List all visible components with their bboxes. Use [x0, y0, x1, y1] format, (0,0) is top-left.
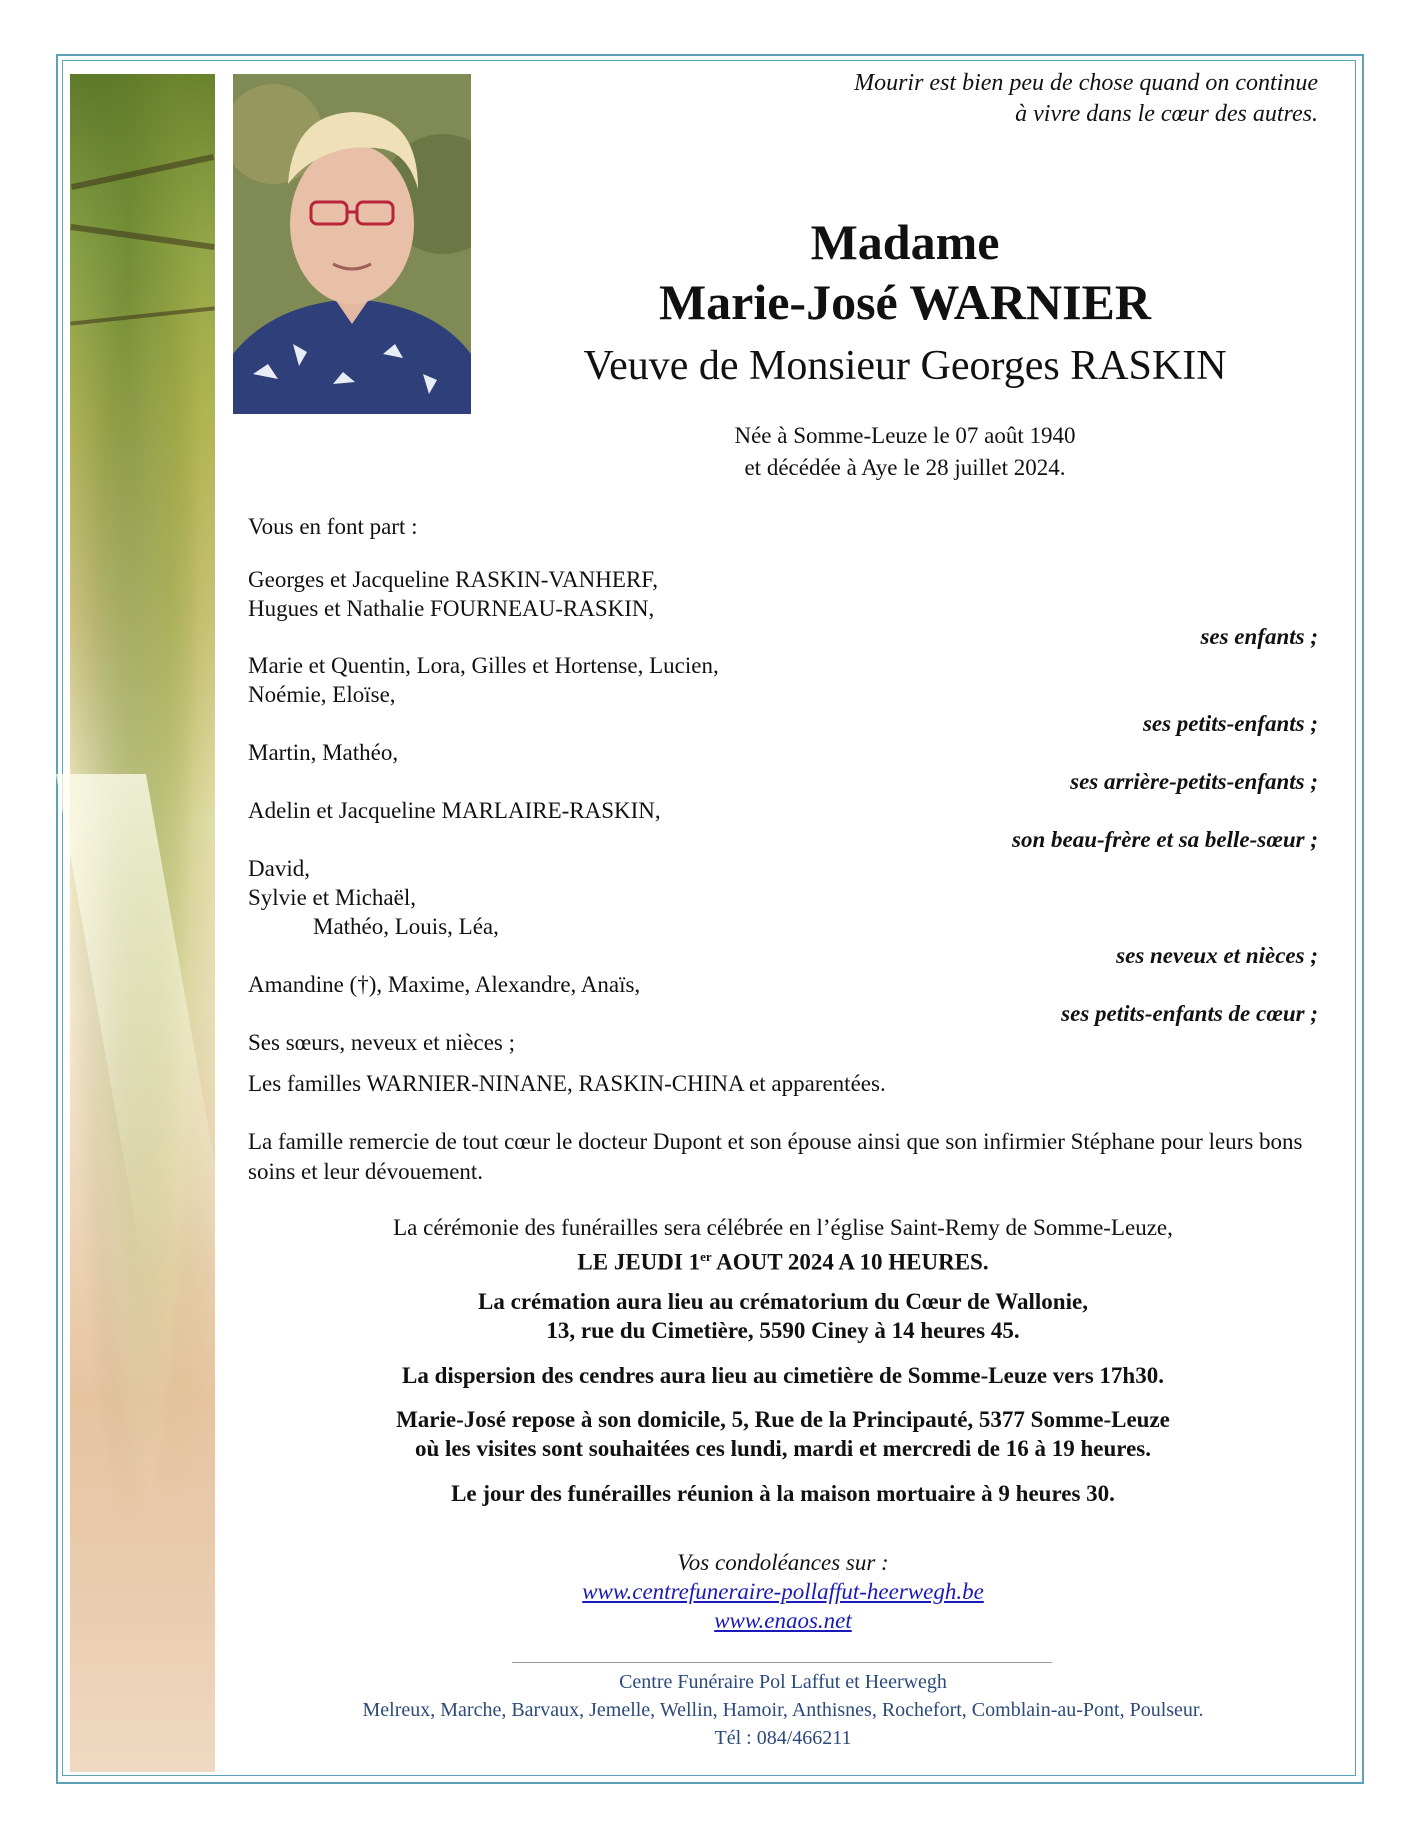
- footer-phone: Tél : 084/466211: [714, 1727, 852, 1749]
- footer-locations: Melreux, Marche, Barvaux, Jemelle, Wellin, Hamoir, Anthisnes, Rochefort, Comblain-au-Pont, Poulseur.: [362, 1699, 1204, 1721]
- ceremony-date-sup: er: [700, 1249, 712, 1264]
- grandchildren-1: Marie et Quentin, Lora, Gilles et Hortense, Lucien,: [248, 653, 719, 678]
- in-laws-label: son beau-frère et sa belle-sœur ;: [1012, 827, 1318, 852]
- dispersion-line: La dispersion des cendres aura lieu au cimetière de Somme-Leuze vers 17h30.: [402, 1363, 1164, 1388]
- forest-path-image: [70, 74, 215, 1772]
- quote-line-2: à vivre dans le cœur des autres.: [1015, 101, 1318, 127]
- footer-divider: [512, 1662, 1052, 1663]
- nephew-3: Mathéo, Louis, Léa,: [313, 914, 499, 939]
- nephew-1: David,: [248, 856, 310, 881]
- ceremony-date-suffix: AOUT 2024 A 10 HEURES.: [711, 1249, 989, 1275]
- cremation-line-1: La crémation aura lieu au crématorium du Cœur de Wallonie,: [478, 1289, 1088, 1314]
- portrait-photo: [233, 74, 471, 414]
- child-1: Georges et Jacqueline RASKIN-VANHERF,: [248, 567, 658, 592]
- grandchildren-label: ses petits-enfants ;: [1142, 711, 1318, 736]
- rests-line-2: où les visites sont souhaitées ces lundi, mardi et mercredi de 16 à 19 heures.: [415, 1436, 1151, 1461]
- nephew-2: Sylvie et Michaël,: [248, 885, 416, 910]
- in-laws: Adelin et Jacqueline MARLAIRE-RASKIN,: [248, 798, 661, 823]
- heart-grandchildren-label: ses petits-enfants de cœur ;: [1061, 1001, 1318, 1026]
- widow-of: Veuve de Monsieur Georges RASKIN: [583, 343, 1227, 389]
- rests-line-1: Marie-José repose à son domicile, 5, Rue de la Principauté, 5377 Somme-Leuze: [396, 1407, 1170, 1432]
- announce-line: Vous en font part :: [248, 514, 418, 539]
- birth-line: Née à Somme-Leuze le 07 août 1940: [734, 423, 1076, 448]
- condolences-link-1[interactable]: www.centrefuneraire-pollaffut-heerwegh.be: [582, 1579, 984, 1604]
- great-grandchildren-label: ses arrière-petits-enfants ;: [1070, 769, 1318, 794]
- nephews-label: ses neveux et nièces ;: [1116, 943, 1318, 968]
- condolences-link-2[interactable]: www.enaos.net: [714, 1608, 852, 1633]
- ceremony-intro: La cérémonie des funérailles sera célébrée en l’église Saint-Remy de Somme-Leuze,: [393, 1215, 1173, 1240]
- condolences-label: Vos condoléances sur :: [677, 1550, 889, 1575]
- honorific: Madame: [810, 214, 1000, 270]
- death-line: et décédée à Aye le 28 juillet 2024.: [744, 455, 1066, 480]
- families-line: Les familles WARNIER-NINANE, RASKIN-CHINA et apparentées.: [248, 1071, 886, 1096]
- heart-grandchildren: Amandine (†), Maxime, Alexandre, Anaïs,: [248, 972, 641, 997]
- child-2: Hugues et Nathalie FOURNEAU-RASKIN,: [248, 596, 655, 621]
- cremation-line-2: 13, rue du Cimetière, 5590 Ciney à 14 heures 45.: [546, 1318, 1020, 1343]
- ceremony-date: [248, 1242, 1318, 1278]
- thanks-paragraph: La famille remercie de tout cœur le docteur Dupont et son épouse ainsi que son infirmier Stéphane pour leurs bons soins et leur dévouement.: [248, 1129, 1303, 1184]
- great-grandchildren: Martin, Mathéo,: [248, 740, 399, 765]
- children-label: ses enfants ;: [1200, 624, 1318, 649]
- sisters-line: Ses sœurs, neveux et nièces ;: [248, 1030, 515, 1055]
- meeting-line: Le jour des funérailles réunion à la maison mortuaire à 9 heures 30.: [451, 1481, 1115, 1506]
- footer-company: Centre Funéraire Pol Laffut et Heerwegh: [619, 1671, 947, 1693]
- grandchildren-2: Noémie, Eloïse,: [248, 682, 396, 707]
- deceased-name: Marie-José WARNIER: [658, 274, 1152, 330]
- epigraph-quote: [854, 68, 1318, 130]
- quote-line-1: Mourir est bien peu de chose quand on continue: [854, 70, 1318, 96]
- ceremony-date-prefix: LE JEUDI 1: [577, 1249, 701, 1275]
- birth-death-dates: [560, 420, 1250, 484]
